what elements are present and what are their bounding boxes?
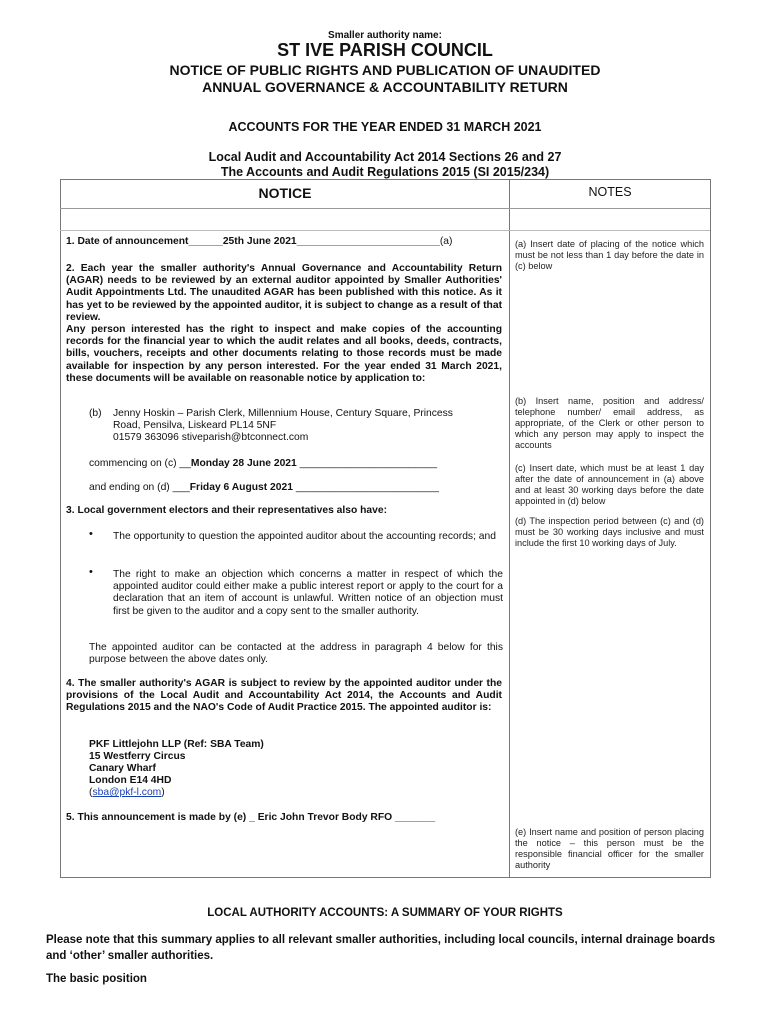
accounts-year-line: ACCOUNTS FOR THE YEAR ENDED 31 MARCH 2021 bbox=[228, 120, 542, 134]
authority-name-label: Smaller authority name: bbox=[328, 30, 442, 41]
ending-date: Friday 6 August 2021 bbox=[189, 482, 293, 493]
column-divider bbox=[509, 179, 510, 877]
act-line-1: Local Audit and Accountability Act 2014 Sections 26 and 27 bbox=[208, 150, 562, 164]
note-a: (a) Insert date of placing of the notice which must be not less than 1 day before the date in (c) below bbox=[515, 239, 704, 271]
auditor-street: 15 Westferry Circus bbox=[89, 751, 186, 762]
note-b: (b) Insert name, position and address/ telephone number/ email address, as appropriate, of the Clerk or other person to which any person may apply to inspect the accounts bbox=[515, 396, 704, 450]
announcement-date-label: 1. Date of announcement bbox=[66, 236, 189, 247]
note-e: (e) Insert name and position of person placing the notice – this person must be the responsible financial officer for the smaller authority bbox=[515, 827, 704, 870]
contact-ref-b: (b) bbox=[89, 408, 102, 419]
right-to-object: The right to make an objection which concerns a matter in respect of which the appointed auditor could either make a public interest report or apply to the court for a declaration that an item of account is unlawful. Written notice of an objection must first be given to the auditor and a copy sent to the smaller authority. bbox=[113, 569, 503, 617]
announcement-date-line bbox=[66, 236, 502, 248]
announcer-name: Eric John Trevor Body RFO bbox=[257, 812, 393, 823]
paragraph-3: 3. Local government electors and their representatives also have: bbox=[66, 505, 388, 516]
contact-phone-email: 01579 363096 stiveparish@btconnect.com bbox=[113, 432, 309, 443]
paragraph-2-rights: Any person interested has the right to inspect and make copies of the accounting records for the financial year to which the audit relates and all books, deeds, contracts, bills, vouchers, receipts and other documents relating to those records must be made available for inspection by any person interested. For the year ended 31 March 2021, these documents will be available on reasonable notice by application to: bbox=[66, 324, 502, 384]
header-divider bbox=[60, 208, 710, 209]
paragraph-5 bbox=[66, 812, 502, 824]
announcement-note-ref: (a) bbox=[439, 236, 453, 247]
note-c: (c) Insert date, which must be at least 1 day after the date of announcement in (a) above and at least 30 working days before the date appointed in (d) below bbox=[515, 463, 704, 506]
ending-blank: _________________________ bbox=[292, 482, 439, 493]
announcer-label: 5. This announcement is made by (e) _ bbox=[66, 812, 258, 823]
act-line-2: The Accounts and Audit Regulations 2015 (SI 2015/234) bbox=[220, 165, 550, 179]
commencing-date: Monday 28 June 2021 bbox=[190, 458, 297, 469]
contact-address-line-2: Road, Pensilva, Liskeard PL14 5NF bbox=[113, 420, 277, 431]
note-d: (d) The inspection period between (c) and (d) must be 30 working days inclusive and must include the first 10 working days of July. bbox=[515, 516, 704, 548]
notice-column-header: NOTICE bbox=[258, 185, 312, 201]
contact-address-line-1: Jenny Hoskin – Parish Clerk, Millennium House, Century Square, Princess bbox=[113, 408, 453, 419]
auditor-postcode: London E14 4HD bbox=[89, 775, 172, 786]
ending-label: and ending on (d) ___ bbox=[89, 482, 190, 493]
bullet-icon: • bbox=[89, 566, 93, 578]
auditor-name: PKF Littlejohn LLP (Ref: SBA Team) bbox=[89, 739, 264, 750]
bullet-icon: • bbox=[89, 528, 93, 540]
auditor-contact-note: The appointed auditor can be contacted at the address in paragraph 4 below for this purpose between the above dates only. bbox=[89, 642, 503, 666]
commencing-line bbox=[89, 458, 503, 470]
auditor-area: Canary Wharf bbox=[89, 763, 156, 774]
ending-line bbox=[89, 482, 503, 494]
email-close-paren: ) bbox=[161, 787, 165, 798]
notes-column-header: NOTES bbox=[588, 185, 632, 199]
basic-position-heading: The basic position bbox=[46, 973, 147, 985]
paragraph-2: 2. Each year the smaller authority's Annual Governance and Accountability Return (AGAR) needs to be reviewed by an external auditor appointed by Smaller Authorities' Audit Appointments Ltd. The unaudited AGAR has been published with this notice. As it has yet to be reviewed by the appointed auditor, it is subject to change as a result of that review. bbox=[66, 263, 502, 323]
email-open-paren: ( bbox=[89, 787, 93, 798]
announcer-blank: _______ bbox=[392, 812, 436, 823]
announcement-date-value: 25th June 2021 bbox=[222, 236, 297, 247]
summary-title: LOCAL AUTHORITY ACCOUNTS: A SUMMARY OF YOUR RIGHTS bbox=[207, 907, 563, 919]
announcement-blank-1: ______ bbox=[188, 236, 223, 247]
commencing-blank: ________________________ bbox=[296, 458, 438, 469]
summary-intro: Please note that this summary applies to all relevant smaller authorities, including local councils, internal drainage boards and ‘other’ smaller authorities. bbox=[46, 934, 716, 962]
auditor-email-line bbox=[89, 787, 165, 799]
header-divider-2 bbox=[60, 230, 710, 231]
council-name: ST IVE PARISH COUNCIL bbox=[277, 40, 493, 60]
right-to-question: The opportunity to question the appointed auditor about the accounting records; and bbox=[113, 531, 496, 542]
announcement-blank-2: _________________________ bbox=[296, 236, 440, 247]
notice-title: NOTICE OF PUBLIC RIGHTS AND PUBLICATION OF UNAUDITED ANNUAL GOVERNANCE & ACCOUNTABILITY RETURN bbox=[169, 62, 601, 95]
paragraph-4: 4. The smaller authority's AGAR is subject to review by the appointed auditor under the provisions of the Local Audit and Accountability Act 2014, the Accounts and Audit Regulations 2015 and the NAO's Code of Audit Practice 2015. The appointed auditor is: bbox=[66, 678, 502, 714]
commencing-label: commencing on (c) __ bbox=[89, 458, 191, 469]
auditor-email-link[interactable]: sba@pkf-l.com bbox=[92, 787, 162, 798]
